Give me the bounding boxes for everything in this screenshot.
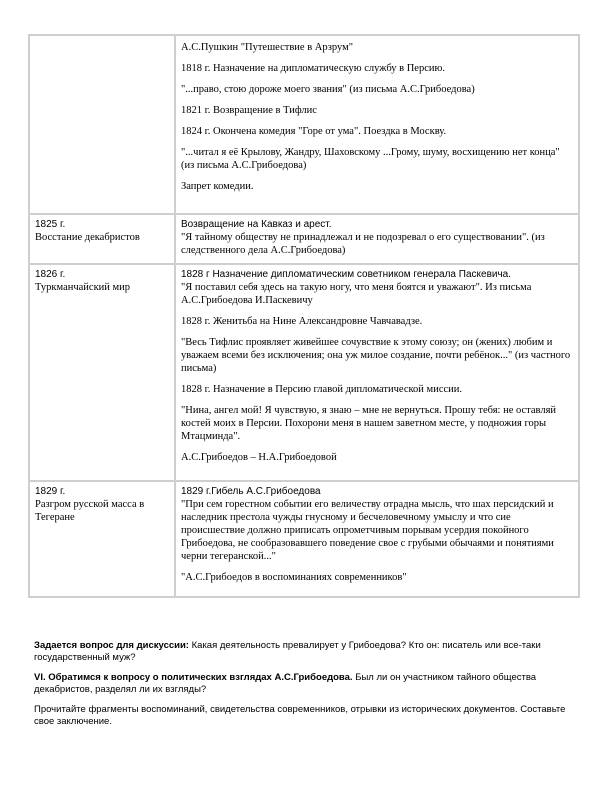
event-text: 1821 г. Возвращение в Тифлис: [181, 105, 317, 116]
event-text: Запрет комедии.: [181, 181, 254, 192]
section-6-text: Был ли он участником тайного общества декабристов, разделял ли их взгляды?: [34, 672, 537, 695]
year-cell: [29, 481, 175, 597]
table-row: [29, 35, 579, 214]
event-text: "При сем горестном событии его величеству отрадна мысль, что шах персидский и наследник престола чужды гнусному и бесчеловечному умыслу и что сие происшествие должно приписать опрометчивым порывам усердия покойного Грибоедова, не сообразовавшего поведение свое с грубыми обычаями и понятиями черни тегеранской...": [181, 499, 554, 562]
year-cell: [29, 35, 175, 214]
year-label: 1826 г.: [35, 269, 66, 280]
discussion-label: Задается вопрос для дискуссии:: [34, 640, 189, 651]
table-row: [29, 481, 579, 597]
year-event: Туркманчайский мир: [35, 282, 131, 293]
table-row: [29, 214, 579, 264]
event-text: 1824 г. Окончена комедия "Горе от ума". Поездка в Москву.: [181, 126, 447, 137]
year-cell: [29, 264, 175, 481]
event-text: А.С.Грибоедов – Н.А.Грибоедовой: [181, 452, 337, 463]
discussion-question: [34, 640, 574, 664]
events-cell: [175, 264, 579, 481]
events-cell: [175, 214, 579, 264]
event-text: 1818 г. Назначение на дипломатическую службу в Персию.: [181, 63, 445, 74]
row-heading: 1829 г.Гибель А.С.Грибоедова: [181, 486, 321, 497]
event-text: 1828 г. Женитьба на Нине Александровне Чавчавадзе.: [181, 316, 423, 327]
event-text: А.С.Пушкин "Путешествие в Арзрум": [181, 42, 354, 53]
event-text: "Я тайному обществу не принадлежал и не подозревал о его существовании". (из следственного дела А.С.Грибоедова): [181, 232, 545, 256]
row-heading: Возвращение на Кавказ и арест.: [181, 219, 332, 230]
events-cell: [175, 481, 579, 597]
year-cell: [29, 214, 175, 264]
year-label: 1825 г.: [35, 219, 66, 230]
section-6-label: VI. Обратимся к вопросу о политических взглядах А.С.Грибоедова.: [34, 672, 353, 683]
year-event: Разгром русской масса в Тегеране: [35, 499, 145, 523]
year-label: 1829 г.: [35, 486, 66, 497]
events-cell: [175, 35, 579, 214]
event-text: "...право, стою дороже моего звания" (из письма А.С.Грибоедова): [181, 84, 475, 95]
chronology-table: [28, 34, 580, 598]
event-text: "Весь Тифлис проявляет живейшее сочувствие к этому союзу; он (жених) любим и уважаем всеми без исключения; она уж милое создание, почти ребёнок..." (из частного письма): [181, 337, 571, 374]
table-row: [29, 264, 579, 481]
event-text: 1828 г. Назначение в Персию главой дипломатической миссии.: [181, 384, 463, 395]
year-event: Восстание декабристов: [35, 232, 140, 243]
event-text: "...читал я её Крылову, Жандру, Шаховскому ...Грому, шуму, восхищению нет конца" (из письма А.С.Грибоедова): [181, 147, 560, 171]
event-text: "Я поставил себя здесь на такую ногу, что меня боятся и уважают". Из письма А.С.Грибоедова И.Паскевичу: [181, 282, 532, 306]
discussion-text: Какая деятельность превалирует у Грибоедова? Кто он: писатель или все-таки государственный муж?: [34, 640, 541, 663]
instruction-text: Прочитайте фрагменты воспоминаний, свидетельства современников, отрывки из исторических документов. Составьте свое заключение.: [34, 704, 566, 727]
event-text: "А.С.Грибоедов в воспоминаниях современников": [181, 572, 407, 583]
section-6-question: [34, 672, 574, 696]
row-heading: 1828 г Назначение дипломатическим советником генерала Паскевича.: [181, 269, 512, 280]
event-text: "Нина, ангел мой! Я чувствую, я знаю – мне не вернуться. Прошу тебя: не оставляй костей моих в Персии. Похорони меня в нашем заветном месте, у подножия горы Мтацминда".: [181, 405, 557, 442]
